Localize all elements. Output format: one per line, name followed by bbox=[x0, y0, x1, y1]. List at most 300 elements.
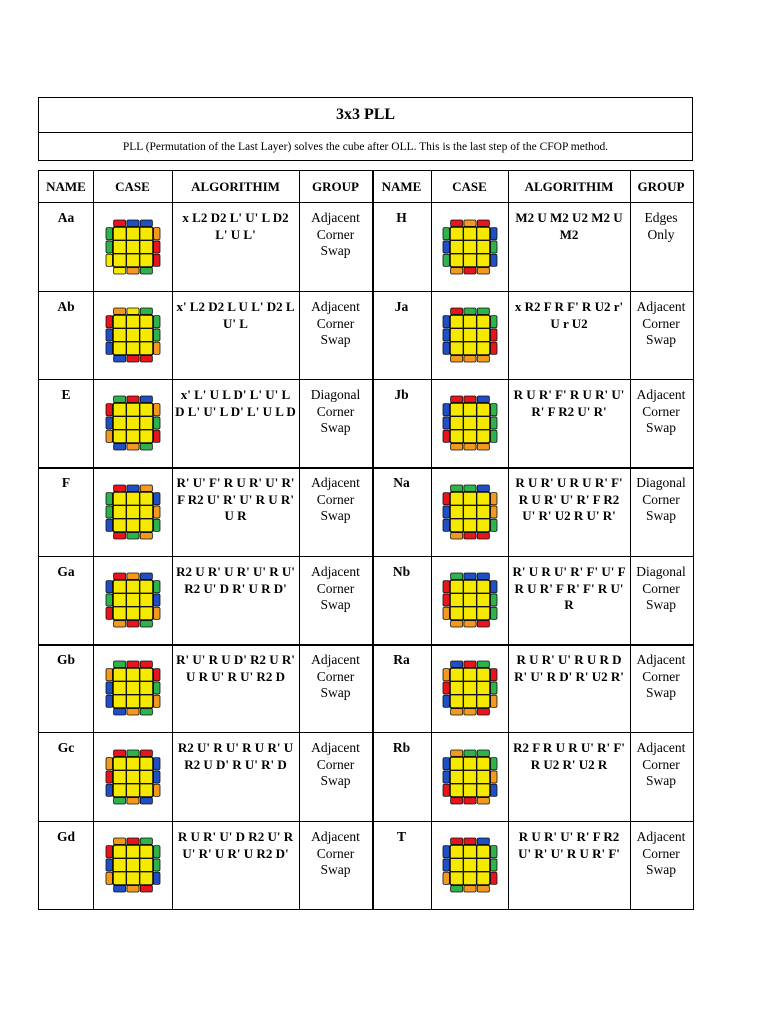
side-sticker-bottom bbox=[113, 532, 125, 538]
case-name: Gc bbox=[57, 740, 75, 755]
side-sticker-left bbox=[443, 492, 449, 504]
top-face bbox=[450, 492, 490, 532]
algorithm: x L2 D2 L' U' L D2 L' U L' bbox=[182, 210, 289, 242]
side-sticker-top bbox=[126, 308, 138, 314]
header-algorithim: ALGORITHIM bbox=[191, 178, 280, 194]
side-sticker-right bbox=[153, 342, 159, 354]
top-face bbox=[450, 845, 490, 885]
case-name: H bbox=[396, 210, 407, 225]
algorithm: R U R' U R U R' F' R U R' U' R' F R2 U' R' U2 R U' R' bbox=[515, 475, 623, 523]
side-sticker-top bbox=[477, 661, 489, 667]
side-sticker-right bbox=[153, 329, 159, 341]
side-sticker-bottom bbox=[477, 885, 489, 891]
column-divider bbox=[372, 171, 374, 909]
algorithm: x' L' U L D' L' U' L D L' U' L D' L' U L D bbox=[175, 387, 296, 419]
side-sticker-top bbox=[113, 220, 125, 226]
case-cell bbox=[431, 556, 508, 644]
side-sticker-top bbox=[450, 396, 462, 402]
side-sticker-left bbox=[106, 858, 112, 870]
side-sticker-left bbox=[106, 682, 112, 694]
cube-diagram-ra bbox=[442, 660, 498, 716]
side-sticker-top bbox=[477, 838, 489, 844]
case-name: Ga bbox=[57, 564, 75, 579]
top-face bbox=[113, 492, 153, 532]
side-sticker-right bbox=[490, 607, 496, 619]
side-sticker-right bbox=[153, 240, 159, 252]
side-sticker-right bbox=[490, 872, 496, 884]
case-name: Aa bbox=[57, 210, 75, 225]
page-title: 3x3 PLL bbox=[39, 98, 692, 133]
side-sticker-top bbox=[113, 838, 125, 844]
side-sticker-bottom bbox=[463, 267, 475, 273]
side-sticker-left bbox=[443, 607, 449, 619]
side-sticker-bottom bbox=[113, 444, 125, 450]
side-sticker-top bbox=[140, 661, 152, 667]
case-cell bbox=[93, 821, 172, 908]
side-sticker-left bbox=[443, 519, 449, 531]
cube-diagram-gc bbox=[105, 749, 161, 805]
side-sticker-bottom bbox=[140, 267, 152, 273]
top-face bbox=[113, 668, 153, 708]
header-case: CASE bbox=[452, 178, 487, 194]
side-sticker-bottom bbox=[477, 709, 489, 715]
side-sticker-right bbox=[153, 695, 159, 707]
case-name: Gb bbox=[56, 652, 75, 667]
side-sticker-bottom bbox=[126, 356, 138, 362]
side-sticker-right bbox=[153, 404, 159, 416]
side-sticker-left bbox=[443, 784, 449, 796]
header-group: GROUP bbox=[637, 178, 685, 194]
side-sticker-left bbox=[443, 594, 449, 606]
cube-diagram-jb bbox=[442, 395, 498, 451]
cube-diagram-rb bbox=[442, 749, 498, 805]
side-sticker-bottom bbox=[477, 356, 489, 362]
side-sticker-left bbox=[443, 858, 449, 870]
side-sticker-left bbox=[443, 417, 449, 429]
side-sticker-top bbox=[126, 396, 138, 402]
side-sticker-top bbox=[463, 485, 475, 491]
side-sticker-right bbox=[490, 594, 496, 606]
top-face bbox=[450, 227, 490, 267]
side-sticker-bottom bbox=[113, 885, 125, 891]
side-sticker-right bbox=[490, 342, 496, 354]
case-cell bbox=[431, 291, 508, 379]
side-sticker-right bbox=[153, 505, 159, 517]
side-sticker-right bbox=[490, 316, 496, 328]
side-sticker-bottom bbox=[477, 444, 489, 450]
side-sticker-left bbox=[106, 492, 112, 504]
side-sticker-top bbox=[463, 396, 475, 402]
side-sticker-top bbox=[126, 220, 138, 226]
group-label: Adjacent Corner Swap bbox=[311, 564, 360, 612]
side-sticker-left bbox=[443, 316, 449, 328]
side-sticker-right bbox=[490, 329, 496, 341]
side-sticker-top bbox=[450, 308, 462, 314]
side-sticker-bottom bbox=[126, 532, 138, 538]
side-sticker-left bbox=[443, 505, 449, 517]
cube-diagram-t bbox=[442, 837, 498, 893]
algorithm: R' U' R U D' R2 U R' U R U' R U' R2 D bbox=[176, 652, 295, 684]
side-sticker-right bbox=[153, 417, 159, 429]
group-label: Adjacent Corner Swap bbox=[636, 387, 686, 435]
top-face bbox=[113, 315, 153, 355]
side-sticker-left bbox=[443, 845, 449, 857]
group-label: Adjacent Corner Swap bbox=[311, 740, 360, 788]
side-sticker-left bbox=[106, 757, 112, 769]
group-label: Adjacent Corner Swap bbox=[636, 740, 686, 788]
side-sticker-top bbox=[126, 573, 138, 579]
group-label: Adjacent Corner Swap bbox=[311, 829, 360, 877]
side-sticker-bottom bbox=[463, 885, 475, 891]
side-sticker-left bbox=[106, 770, 112, 782]
side-sticker-bottom bbox=[477, 532, 489, 538]
group-label: Adjacent Corner Swap bbox=[636, 829, 686, 877]
case-name: Ra bbox=[393, 652, 410, 667]
side-sticker-top bbox=[463, 750, 475, 756]
side-sticker-right bbox=[153, 254, 159, 266]
cube-diagram-ja bbox=[442, 307, 498, 363]
case-name: Ja bbox=[394, 299, 409, 314]
page-subtitle: PLL (Permutation of the Last Layer) solves the cube after OLL. This is the last step of the CFOP method. bbox=[122, 140, 609, 153]
side-sticker-left bbox=[106, 669, 112, 681]
side-sticker-bottom bbox=[126, 444, 138, 450]
side-sticker-right bbox=[153, 845, 159, 857]
side-sticker-right bbox=[153, 669, 159, 681]
side-sticker-top bbox=[477, 220, 489, 226]
side-sticker-right bbox=[490, 784, 496, 796]
side-sticker-bottom bbox=[477, 267, 489, 273]
side-sticker-bottom bbox=[126, 709, 138, 715]
side-sticker-top bbox=[140, 485, 152, 491]
side-sticker-left bbox=[106, 872, 112, 884]
group-label: Adjacent Corner Swap bbox=[311, 299, 360, 347]
side-sticker-right bbox=[490, 417, 496, 429]
side-sticker-bottom bbox=[113, 709, 125, 715]
side-sticker-left bbox=[106, 316, 112, 328]
side-sticker-top bbox=[140, 308, 152, 314]
side-sticker-bottom bbox=[463, 709, 475, 715]
cube-diagram-na bbox=[442, 484, 498, 540]
column-divider bbox=[630, 171, 631, 909]
side-sticker-top bbox=[140, 396, 152, 402]
algorithm: R2 F R U R U' R' F' R U2 R' U2 R bbox=[513, 740, 625, 772]
side-sticker-right bbox=[490, 770, 496, 782]
side-sticker-right bbox=[153, 594, 159, 606]
group-label: Edges Only bbox=[644, 210, 678, 242]
side-sticker-top bbox=[113, 485, 125, 491]
side-sticker-right bbox=[153, 492, 159, 504]
side-sticker-left bbox=[106, 240, 112, 252]
cube-diagram-ga bbox=[105, 572, 161, 628]
side-sticker-right bbox=[153, 430, 159, 442]
side-sticker-bottom bbox=[463, 532, 475, 538]
side-sticker-right bbox=[490, 240, 496, 252]
cube-diagram-e bbox=[105, 395, 161, 451]
side-sticker-top bbox=[113, 308, 125, 314]
case-name: E bbox=[61, 387, 71, 402]
side-sticker-right bbox=[153, 757, 159, 769]
side-sticker-right bbox=[490, 669, 496, 681]
side-sticker-top bbox=[477, 308, 489, 314]
group-label: Adjacent Corner Swap bbox=[636, 652, 686, 700]
side-sticker-top bbox=[140, 573, 152, 579]
side-sticker-top bbox=[113, 573, 125, 579]
algorithm: R2 U' R U' R U R' U R2 U D' R U' R' D bbox=[177, 740, 294, 772]
side-sticker-top bbox=[140, 750, 152, 756]
case-cell bbox=[93, 556, 172, 644]
case-name: Rb bbox=[392, 740, 411, 755]
group-label: Diagonal Corner Swap bbox=[310, 387, 361, 435]
column-divider bbox=[508, 171, 509, 909]
side-sticker-right bbox=[490, 254, 496, 266]
group-label: Diagonal Corner Swap bbox=[636, 564, 686, 612]
side-sticker-top bbox=[463, 838, 475, 844]
group-label: Adjacent Corner Swap bbox=[311, 652, 360, 700]
side-sticker-bottom bbox=[113, 356, 125, 362]
case-name: Nb bbox=[392, 564, 411, 579]
case-cell bbox=[431, 821, 508, 908]
top-face bbox=[113, 227, 153, 267]
side-sticker-top bbox=[450, 661, 462, 667]
side-sticker-bottom bbox=[140, 709, 152, 715]
algorithm: R U R' U' D R2 U' R U' R' U R' U R2 D' bbox=[177, 829, 294, 861]
side-sticker-left bbox=[106, 505, 112, 517]
side-sticker-bottom bbox=[113, 267, 125, 273]
side-sticker-left bbox=[106, 254, 112, 266]
side-sticker-top bbox=[463, 661, 475, 667]
algorithm: x R2 F R F' R U2 r' U r U2 bbox=[514, 299, 624, 331]
side-sticker-right bbox=[490, 695, 496, 707]
side-sticker-bottom bbox=[463, 444, 475, 450]
side-sticker-bottom bbox=[463, 621, 475, 627]
side-sticker-right bbox=[153, 858, 159, 870]
side-sticker-left bbox=[443, 240, 449, 252]
side-sticker-bottom bbox=[477, 621, 489, 627]
side-sticker-left bbox=[106, 845, 112, 857]
case-cell bbox=[93, 467, 172, 556]
side-sticker-right bbox=[490, 505, 496, 517]
algorithm: R' U R U' R' F' U' F R U R' F R' F' R U' R bbox=[512, 564, 626, 612]
side-sticker-left bbox=[106, 607, 112, 619]
header-group: GROUP bbox=[312, 178, 359, 194]
side-sticker-right bbox=[153, 784, 159, 796]
side-sticker-top bbox=[126, 661, 138, 667]
side-sticker-right bbox=[490, 757, 496, 769]
side-sticker-top bbox=[463, 220, 475, 226]
cube-diagram-aa bbox=[105, 219, 161, 275]
algorithm: R U R' U' R U R D R' U' R D' R' U2 R' bbox=[514, 652, 624, 684]
group-label: Adjacent Corner Swap bbox=[311, 210, 360, 258]
side-sticker-left bbox=[106, 594, 112, 606]
side-sticker-left bbox=[106, 519, 112, 531]
group-label: Adjacent Corner Swap bbox=[636, 299, 686, 347]
side-sticker-right bbox=[490, 404, 496, 416]
side-sticker-left bbox=[106, 430, 112, 442]
side-sticker-top bbox=[450, 220, 462, 226]
case-cell bbox=[431, 202, 508, 291]
side-sticker-bottom bbox=[463, 356, 475, 362]
side-sticker-bottom bbox=[126, 267, 138, 273]
side-sticker-right bbox=[153, 872, 159, 884]
side-sticker-bottom bbox=[450, 709, 462, 715]
side-sticker-top bbox=[463, 573, 475, 579]
top-face bbox=[450, 668, 490, 708]
side-sticker-left bbox=[443, 669, 449, 681]
side-sticker-top bbox=[126, 750, 138, 756]
top-face bbox=[450, 757, 490, 797]
side-sticker-left bbox=[106, 417, 112, 429]
header-name: NAME bbox=[46, 178, 86, 194]
group-label: Diagonal Corner Swap bbox=[636, 475, 686, 523]
case-name: Na bbox=[393, 475, 410, 490]
side-sticker-left bbox=[106, 581, 112, 593]
side-sticker-left bbox=[443, 682, 449, 694]
side-sticker-bottom bbox=[140, 621, 152, 627]
side-sticker-right bbox=[490, 858, 496, 870]
cube-diagram-nb bbox=[442, 572, 498, 628]
side-sticker-bottom bbox=[140, 356, 152, 362]
side-sticker-top bbox=[450, 485, 462, 491]
case-name: Ab bbox=[57, 299, 75, 314]
side-sticker-right bbox=[153, 316, 159, 328]
side-sticker-right bbox=[490, 519, 496, 531]
case-cell bbox=[93, 644, 172, 732]
title-box bbox=[38, 97, 693, 161]
side-sticker-bottom bbox=[450, 621, 462, 627]
side-sticker-bottom bbox=[140, 444, 152, 450]
side-sticker-bottom bbox=[450, 444, 462, 450]
side-sticker-left bbox=[443, 430, 449, 442]
side-sticker-bottom bbox=[477, 797, 489, 803]
side-sticker-bottom bbox=[113, 797, 125, 803]
side-sticker-left bbox=[106, 404, 112, 416]
cube-diagram-ab bbox=[105, 307, 161, 363]
column-divider bbox=[172, 171, 173, 909]
top-face bbox=[450, 403, 490, 443]
side-sticker-right bbox=[490, 581, 496, 593]
side-sticker-left bbox=[443, 581, 449, 593]
side-sticker-left bbox=[106, 784, 112, 796]
side-sticker-left bbox=[443, 695, 449, 707]
side-sticker-left bbox=[443, 342, 449, 354]
side-sticker-left bbox=[443, 404, 449, 416]
side-sticker-top bbox=[450, 573, 462, 579]
side-sticker-top bbox=[463, 308, 475, 314]
side-sticker-top bbox=[477, 750, 489, 756]
side-sticker-left bbox=[443, 872, 449, 884]
case-cell bbox=[93, 291, 172, 379]
group-label: Adjacent Corner Swap bbox=[311, 475, 360, 523]
side-sticker-top bbox=[450, 838, 462, 844]
header-name: NAME bbox=[381, 178, 422, 194]
side-sticker-left bbox=[106, 227, 112, 239]
side-sticker-left bbox=[443, 757, 449, 769]
case-cell bbox=[431, 379, 508, 467]
top-face bbox=[450, 315, 490, 355]
side-sticker-bottom bbox=[140, 532, 152, 538]
side-sticker-left bbox=[106, 342, 112, 354]
cube-diagram-gb bbox=[105, 660, 161, 716]
case-cell bbox=[431, 467, 508, 556]
column-divider bbox=[299, 171, 300, 909]
side-sticker-bottom bbox=[113, 621, 125, 627]
top-face bbox=[113, 403, 153, 443]
side-sticker-left bbox=[443, 329, 449, 341]
algorithm: R' U' F' R U R' U' R' F R2 U' R' U' R U R' U R bbox=[176, 475, 295, 523]
case-cell bbox=[431, 732, 508, 821]
side-sticker-bottom bbox=[450, 267, 462, 273]
side-sticker-left bbox=[443, 227, 449, 239]
header-case: CASE bbox=[115, 178, 150, 194]
cube-diagram-h bbox=[442, 219, 498, 275]
side-sticker-right bbox=[490, 682, 496, 694]
pll-table bbox=[38, 170, 694, 910]
side-sticker-top bbox=[140, 838, 152, 844]
side-sticker-bottom bbox=[126, 621, 138, 627]
side-sticker-bottom bbox=[450, 532, 462, 538]
algorithm: R2 U R' U R' U' R U' R2 U' D R' U R D' bbox=[176, 564, 295, 596]
top-face bbox=[113, 757, 153, 797]
side-sticker-bottom bbox=[450, 797, 462, 803]
case-cell bbox=[431, 644, 508, 732]
side-sticker-right bbox=[490, 430, 496, 442]
side-sticker-bottom bbox=[463, 797, 475, 803]
side-sticker-right bbox=[153, 581, 159, 593]
side-sticker-top bbox=[140, 220, 152, 226]
case-name: F bbox=[61, 475, 71, 490]
side-sticker-right bbox=[153, 227, 159, 239]
side-sticker-top bbox=[477, 573, 489, 579]
side-sticker-top bbox=[126, 838, 138, 844]
algorithm: M2 U M2 U2 M2 U M2 bbox=[515, 210, 623, 242]
side-sticker-bottom bbox=[126, 885, 138, 891]
side-sticker-left bbox=[106, 695, 112, 707]
side-sticker-top bbox=[477, 485, 489, 491]
case-cell bbox=[93, 202, 172, 291]
algorithm: R U R' F' R U R' U' R' F R2 U' R' bbox=[513, 387, 625, 419]
side-sticker-bottom bbox=[450, 885, 462, 891]
side-sticker-top bbox=[113, 661, 125, 667]
side-sticker-right bbox=[153, 682, 159, 694]
top-face bbox=[450, 580, 490, 620]
side-sticker-right bbox=[153, 770, 159, 782]
side-sticker-top bbox=[450, 750, 462, 756]
top-face bbox=[113, 845, 153, 885]
side-sticker-bottom bbox=[140, 797, 152, 803]
side-sticker-right bbox=[153, 519, 159, 531]
side-sticker-right bbox=[490, 227, 496, 239]
side-sticker-left bbox=[443, 254, 449, 266]
case-name: Jb bbox=[394, 387, 409, 402]
cube-diagram-gd bbox=[105, 837, 161, 893]
side-sticker-bottom bbox=[126, 797, 138, 803]
top-face bbox=[113, 580, 153, 620]
side-sticker-top bbox=[113, 750, 125, 756]
algorithm: R U R' U' R' F R2 U' R' U' R U R' F' bbox=[518, 829, 620, 861]
side-sticker-right bbox=[490, 845, 496, 857]
header-algorithim: ALGORITHIM bbox=[524, 178, 614, 194]
cube-diagram-f bbox=[105, 484, 161, 540]
side-sticker-top bbox=[126, 485, 138, 491]
side-sticker-right bbox=[490, 492, 496, 504]
side-sticker-top bbox=[113, 396, 125, 402]
side-sticker-left bbox=[443, 770, 449, 782]
side-sticker-bottom bbox=[450, 356, 462, 362]
side-sticker-right bbox=[153, 607, 159, 619]
side-sticker-left bbox=[106, 329, 112, 341]
case-name: T bbox=[396, 829, 406, 844]
case-name: Gd bbox=[56, 829, 75, 844]
